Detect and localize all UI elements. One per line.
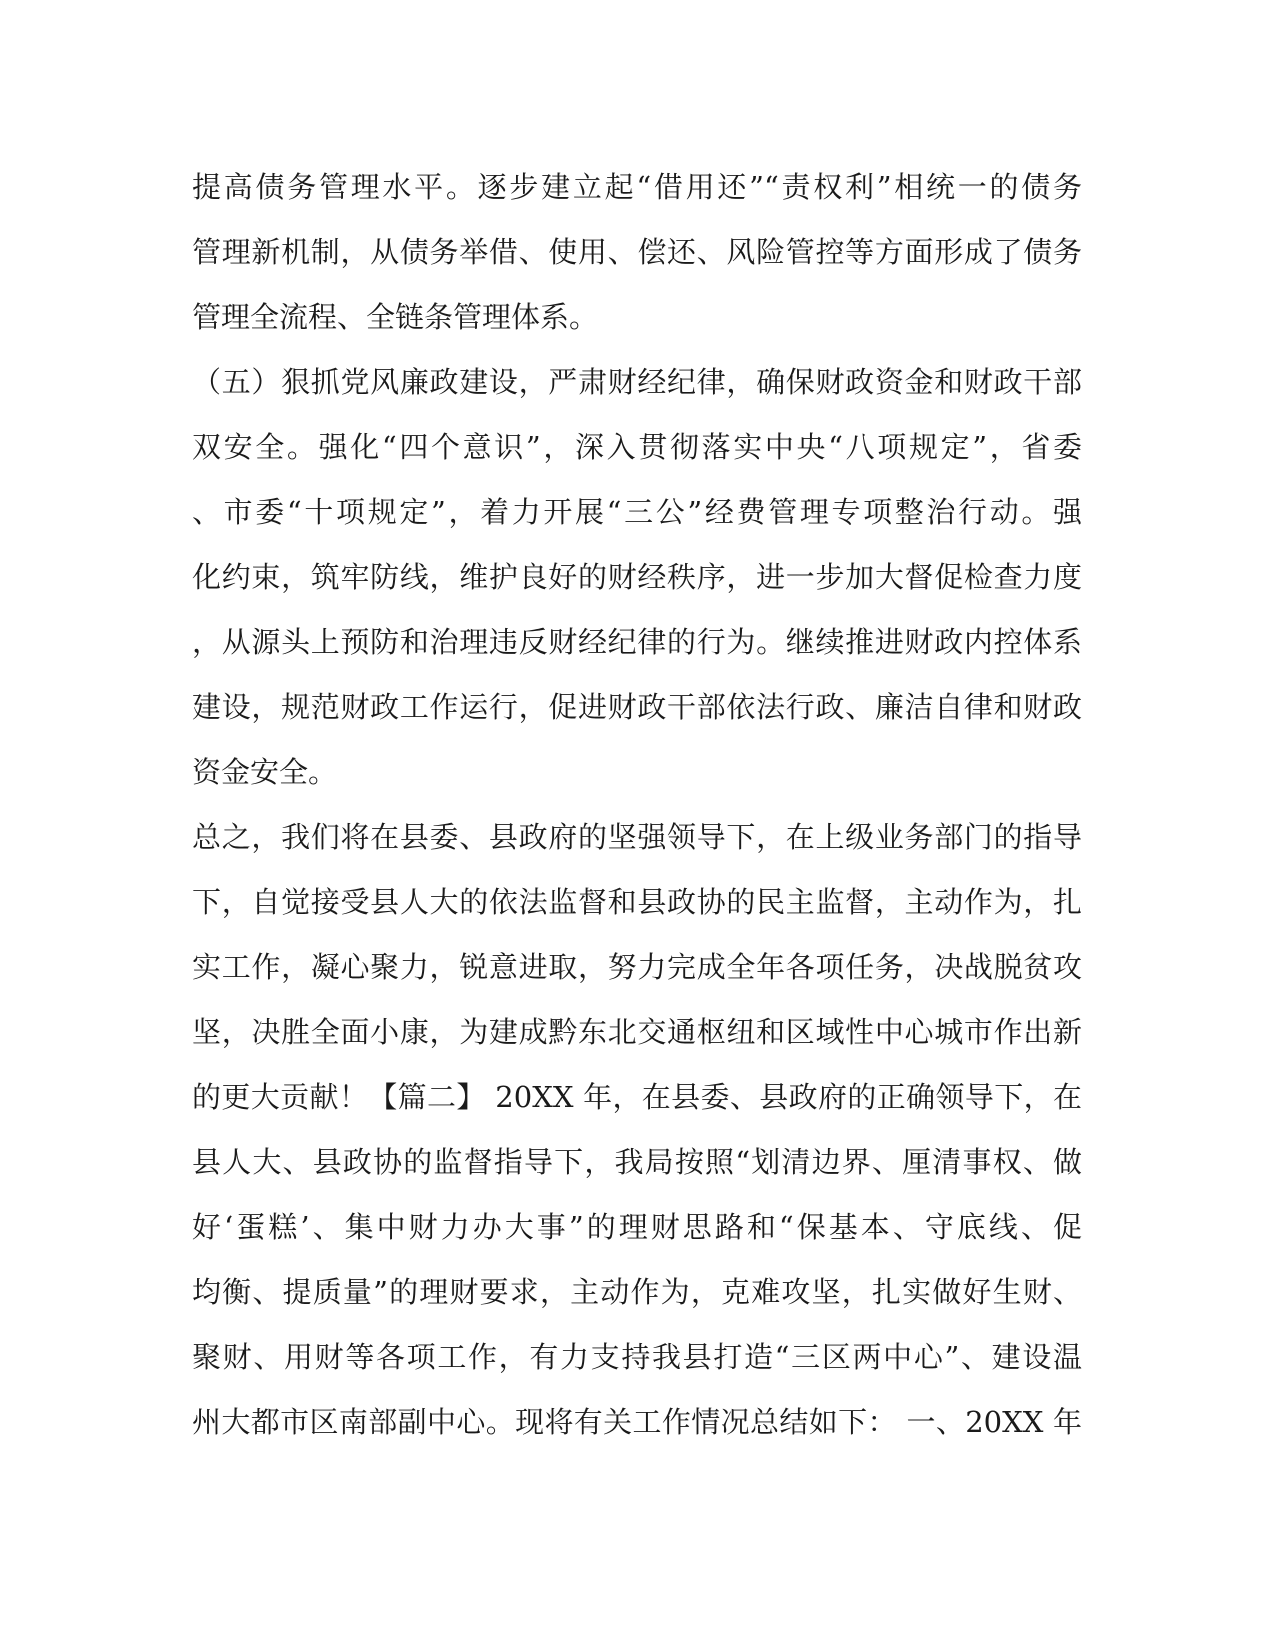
- text-line: ，从源头上预防和治理违反财经纪律的行为。继续推进财政内控体系: [192, 625, 1082, 659]
- text-line: 、市委“十项规定”，着力开展“三公”经费管理专项整治行动。强: [192, 495, 1082, 529]
- text-line: 管理新机制，从债务举借、使用、偿还、风险管控等方面形成了债务: [192, 235, 1082, 269]
- text-line: 州大都市区南部副中心。现将有关工作情况总结如下： 一、20XX 年: [192, 1405, 1082, 1439]
- text-line: 资金安全。: [192, 755, 338, 789]
- text-line: 管理全流程、全链条管理体系。: [192, 300, 599, 334]
- text-line: 双安全。强化“四个意识”，深入贯彻落实中央“八项规定”，省委: [192, 430, 1082, 464]
- text-line: （五）狠抓党风廉政建设，严肃财经纪律，确保财政资金和财政干部: [192, 365, 1082, 399]
- text-line: 坚，决胜全面小康，为建成黔东北交通枢纽和区域性中心城市作出新: [192, 1015, 1082, 1049]
- text-line: 下，自觉接受县人大的依法监督和县政协的民主监督，主动作为，扎: [192, 885, 1082, 919]
- text-line: 聚财、用财等各项工作，有力支持我县打造“三区两中心”、建设温: [192, 1340, 1082, 1374]
- text-line: 总之，我们将在县委、县政府的坚强领导下，在上级业务部门的指导: [192, 820, 1082, 854]
- document-body: [192, 155, 1082, 1455]
- text-line: 县人大、县政协的监督指导下，我局按照“划清边界、厘清事权、做: [192, 1145, 1082, 1179]
- text-line: 好‘蛋糕’、集中财力办大事”的理财思路和“保基本、守底线、促: [192, 1210, 1082, 1244]
- text-line: 建设，规范财政工作运行，促进财政干部依法行政、廉洁自律和财政: [192, 690, 1082, 724]
- text-line: 化约束，筑牢防线，维护良好的财经秩序，进一步加大督促检查力度: [192, 560, 1082, 594]
- text-line: 的更大贡献！【篇二】 20XX 年，在县委、县政府的正确领导下，在: [192, 1080, 1082, 1114]
- text-line: 提高债务管理水平。逐步建立起“借用还”“责权利”相统一的债务: [192, 170, 1082, 204]
- text-line: 实工作，凝心聚力，锐意进取，努力完成全年各项任务，决战脱贫攻: [192, 950, 1082, 984]
- text-line: 均衡、提质量”的理财要求，主动作为，克难攻坚，扎实做好生财、: [192, 1275, 1082, 1309]
